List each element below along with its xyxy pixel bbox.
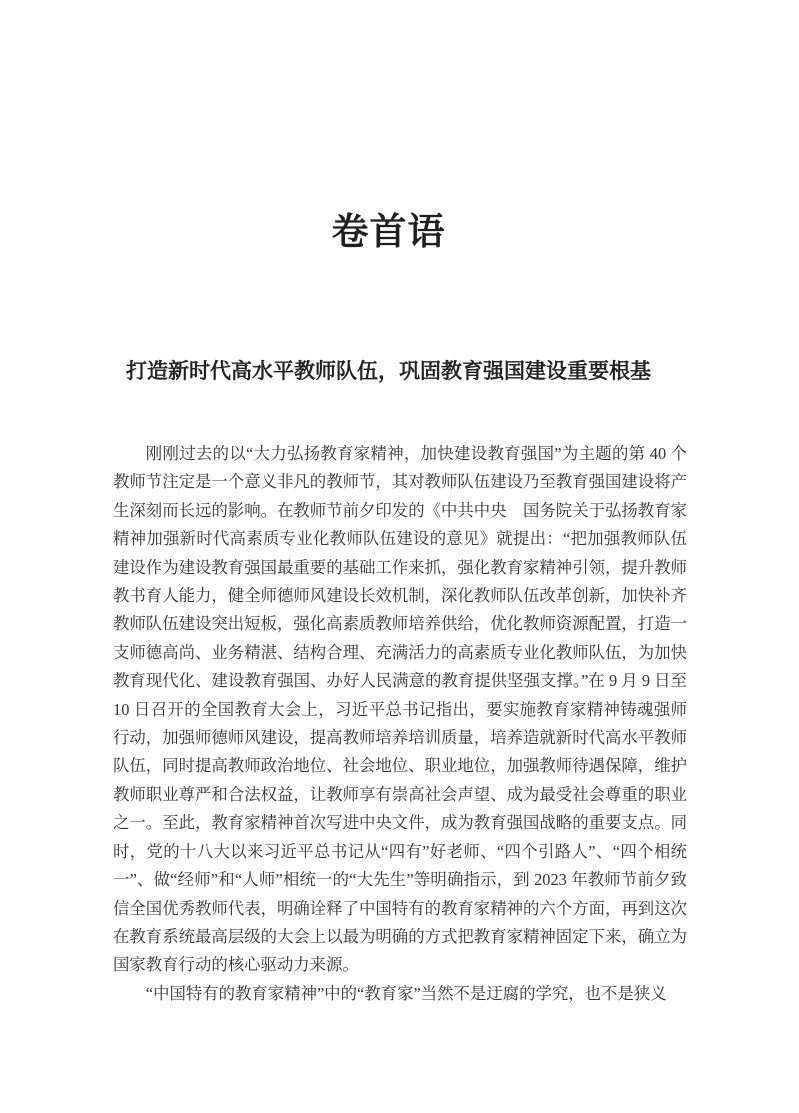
body-paragraph-1: 刚刚过去的以“大力弘扬教育家精神，加快建设教育强国”为主题的第 40 个教师节注定是一个意义非凡的教师节，其对教师队伍建设乃至教育强国建设将产生深刻而长远的影响。在教师节前夕印发的《中共中央 国务院关于弘扬教育家精神加强新时代高素质专业化教师队伍建设的意见》就提出：“把加强教师队伍建设作为建设教育强国最重要的基础工作来抓，强化教育家精神引领，提升教师教书育人能力，健全师德师风建设长效机制，深化教师队伍改革创新，加快补齐教师队伍建设突出短板，强化高素质教师培养供给，优化教师资源配置，打造一支师德高尚、业务精湛、结构合理、充满活力的高素质专业化教师队伍，为加快教育现代化、建设教育强国、办好人民满意的教育提供坚强支撑。”在 9 月 9 日至 10 日召开的全国教育大会上，习近平总书记指出，要实施教育家精神铸魂强师行动，加强师德师风建设，提高教师培养培训质量，培养造就新时代高水平教师队伍，同时提高教师政治地位、社会地位、职业地位，加强教师待遇保障，维护教师职业尊严和合法权益，让教师享有崇高社会声望、成为最受社会尊重的职业之一。至此，教育家精神首次写进中央文件，成为教育强国战略的重要支点。同时，党的十八大以来习近平总书记从“四有”好老师、“四个引路人”、“四个相统一”、做“经师”和“人师”相统一的“大先生”等明确指示，到 2023 年教师节前夕致信全国优秀教师代表，明确诠释了中国特有的教育家精神的六个方面，再到这次在教育系统最高层级的大会上以最为明确的方式把教育家精神固定下来，确立为国家教育行动的核心驱动力来源。: [113, 444, 687, 975]
body-paragraph-2: “中国特有的教育家精神”中的“教育家”当然不是迂腐的学究，也不是狭义: [145, 983, 667, 1003]
page-title: 卷首语: [331, 212, 446, 253]
article-body: [113, 440, 687, 1008]
article-title: 打造新时代高水平教师队伍，巩固教育强国建设重要根基: [126, 359, 651, 383]
